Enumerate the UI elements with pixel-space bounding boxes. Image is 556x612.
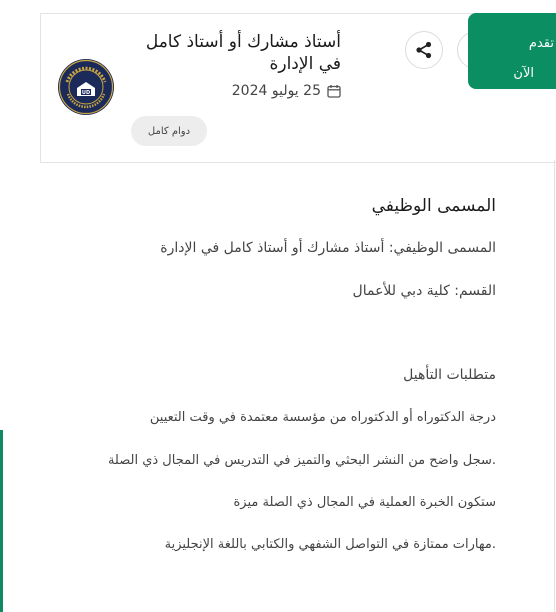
apply-now-button[interactable] (468, 13, 556, 89)
requirement-item: ستكون الخبرة العملية في المجال ذي الصلة ميزة (233, 495, 496, 510)
university-logo (57, 58, 115, 116)
job-title: أستاذ مشارك أو أستاذ كامل في الإدارة (145, 32, 341, 74)
requirement-item: .مهارات ممتازة في التواصل الشفهي والكتابي باللغة الإنجليزية (164, 537, 496, 552)
department-line: القسم: كلية دبي للأعمال (352, 283, 496, 299)
job-title-line: المسمى الوظيفي: أستاذ مشارك أو أستاذ كامل في الإدارة (160, 240, 496, 256)
posted-date: 25 يوليو 2024 (231, 83, 321, 99)
share-icon (415, 41, 433, 59)
requirement-item: درجة الدكتوراه أو الدكتوراه من مؤسسة معتمدة في وقت التعيين (149, 410, 496, 425)
qualifications-title: متطلبات التأهيل (403, 367, 496, 383)
share-button[interactable] (405, 31, 443, 69)
right-divider (554, 160, 555, 612)
posted-date-row (131, 83, 341, 99)
left-edge-divider (0, 430, 3, 612)
svg-text:UD: UD (81, 90, 91, 97)
section-title-job-title: المسمى الوظيفي (371, 196, 496, 216)
apply-label-line1: تقدم (528, 36, 554, 51)
calendar-icon (327, 84, 341, 98)
requirement-item: .سجل واضح من النشر البحثي والتميز في التدريس في المجال ذي الصلة (107, 453, 496, 468)
apply-label-line2: الآن (513, 66, 534, 81)
employment-type-badge: دوام كامل (131, 116, 207, 146)
